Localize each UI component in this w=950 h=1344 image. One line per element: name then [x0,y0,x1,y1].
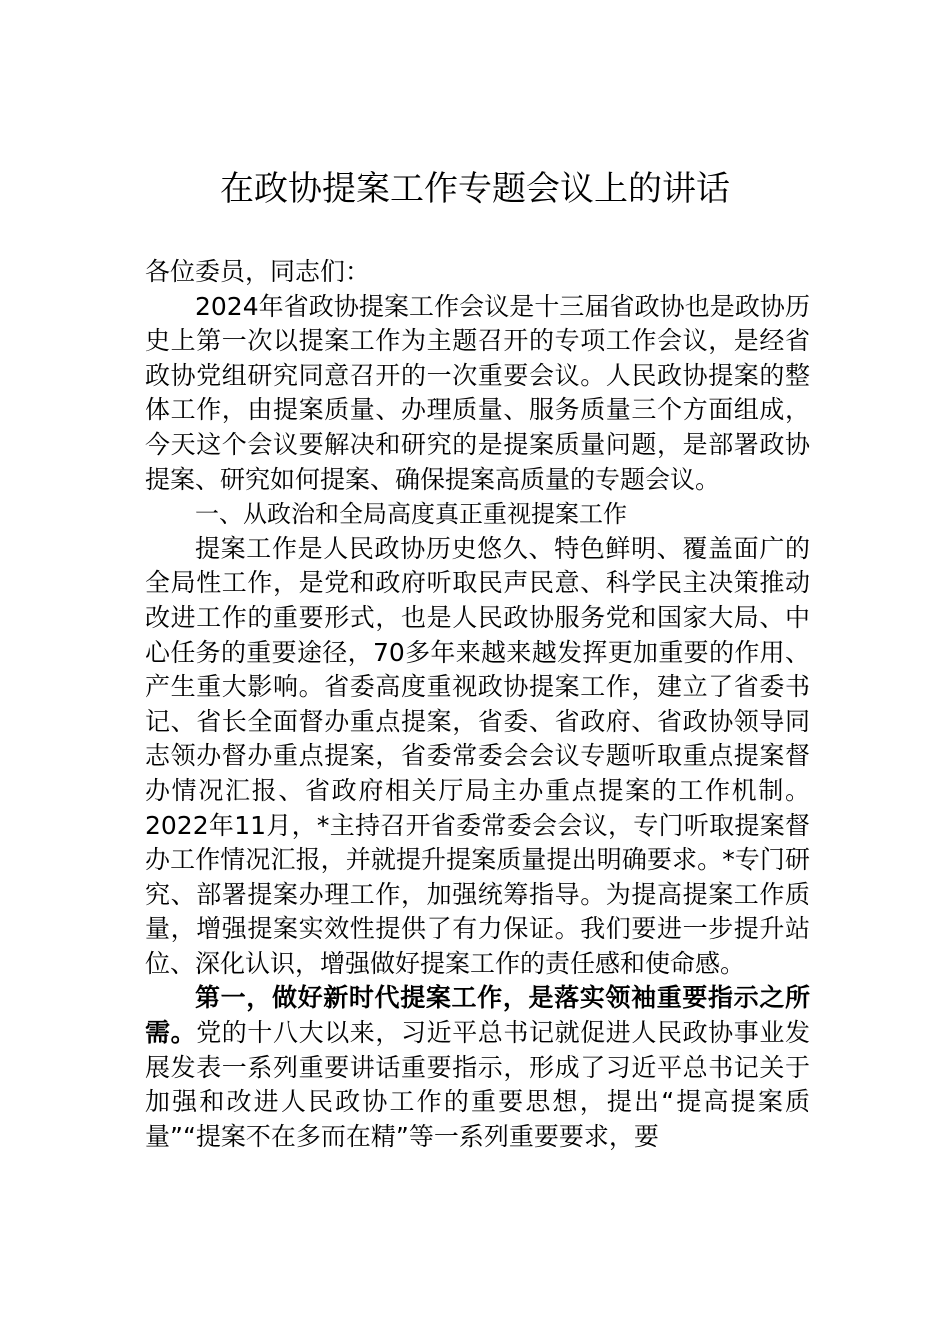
paragraph-1: 2024年省政协提案工作会议是十三届省政协也是政协历史上第一次以提案工作为主题召开的专项工作会议，是经省政协党组研究同意召开的一次重要会议。人民政协提案的整体工作，由提案质量、办理质量、服务质量三个方面组成，今天这个会议要解决和研究的是提案质量问题，是部署政协提案、研究如何提案、确保提案高质量的专题会议。 [145,291,810,494]
paragraph-2: 提案工作是人民政协历史悠久、特色鲜明、覆盖面广的全局性工作，是党和政府听取民声民意、科学民主决策推动改进工作的重要形式，也是人民政协服务党和国家大局、中心任务的重要途径，70多年来越来越发挥更加重要的作用、产生重大影响。省委高度重视政协提案工作，建立了省委书记、省长全面督办重点提案，省委、省政府、省政协领导同志领办督办重点提案，省委常委会会议专题听取重点提案督办情况汇报、省政府相关厅局主办重点提案的工作机制。2022年11月，*主持召开省委常委会会议，专门听取提案督办工作情况汇报，并就提升提案质量提出明确要求。*专门研究、部署提案办理工作，加强统筹指导。为提高提案工作质量，增强提案实效性提供了有力保证。我们要进一步提升站位、深化认识，增强做好提案工作的责任感和使命感。 [145,533,810,978]
document-body [145,255,810,1154]
document-title: 在政协提案工作专题会议上的讲话 [220,169,730,209]
paragraph-3-lead: 第一，做好新时代提案工作，是落实领袖重要指示之所需。 [145,983,810,1048]
paragraph-3-text: 党的十八大以来，习近平总书记就促进人民政协事业发展发表一系列重要讲话重要指示，形成了习近平总书记关于加强和改进人民政协工作的重要思想，提出“提高提案质量”“提案不在多而在精”等一系列重要要求，要 [145,1018,810,1151]
paragraph-3 [145,981,810,1154]
salutation: 各位委员，同志们： [145,257,371,286]
section-heading-1: 一、从政治和全局高度真正重视提案工作 [195,500,627,529]
